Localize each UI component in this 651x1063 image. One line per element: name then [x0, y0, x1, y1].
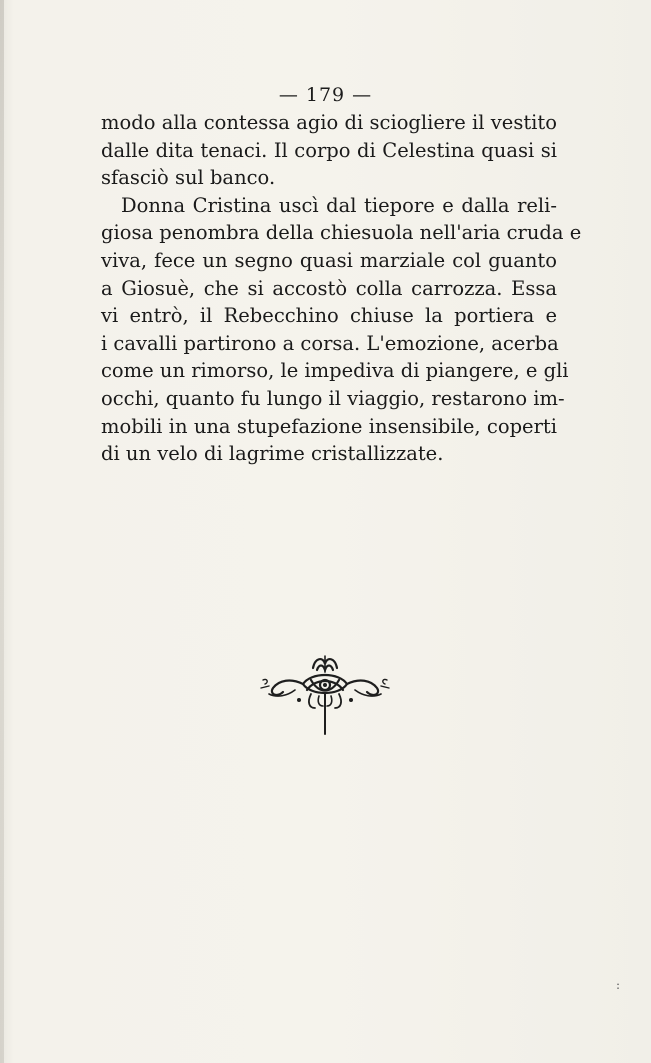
page-number: — 179 —: [278, 84, 373, 106]
text-line: i cavalli partirono a corsa. L'emozione, acerba: [101, 331, 559, 355]
page-gutter-shadow: [0, 0, 4, 1063]
text-line: modo alla contessa agio di sciogliere il vestito: [101, 111, 557, 134]
text-line: dalle dita tenaci. Il corpo di Celestina quasi si: [101, 138, 557, 162]
text-line: viva, fece un segno quasi marziale col guanto: [101, 248, 557, 272]
decorative-fleuron-icon: [255, 650, 395, 740]
text-line: occhi, quanto fu lungo il viaggio, restarono im-: [101, 386, 565, 410]
text-line: Donna Cristina uscì dal tiepore e dalla reli-: [121, 193, 557, 217]
body-text: [101, 109, 582, 468]
text-line: mobili in una stupefazione insensibile, coperti: [101, 414, 557, 438]
text-line: di un velo di lagrime cristallizzate.: [101, 442, 444, 466]
text-line: vi entrò, il Rebecchino chiuse la portiera e: [101, 304, 557, 328]
text-line: sfasciò sul banco.: [101, 166, 276, 190]
text-line: giosa penombra della chiesuola nell'aria cruda e: [101, 221, 582, 245]
margin-mark: :: [616, 978, 621, 992]
text-line: a Giosuè, che si accostò colla carrozza. Essa: [101, 276, 557, 300]
text-line: come un rimorso, le impediva di piangere, e gli: [101, 359, 569, 383]
